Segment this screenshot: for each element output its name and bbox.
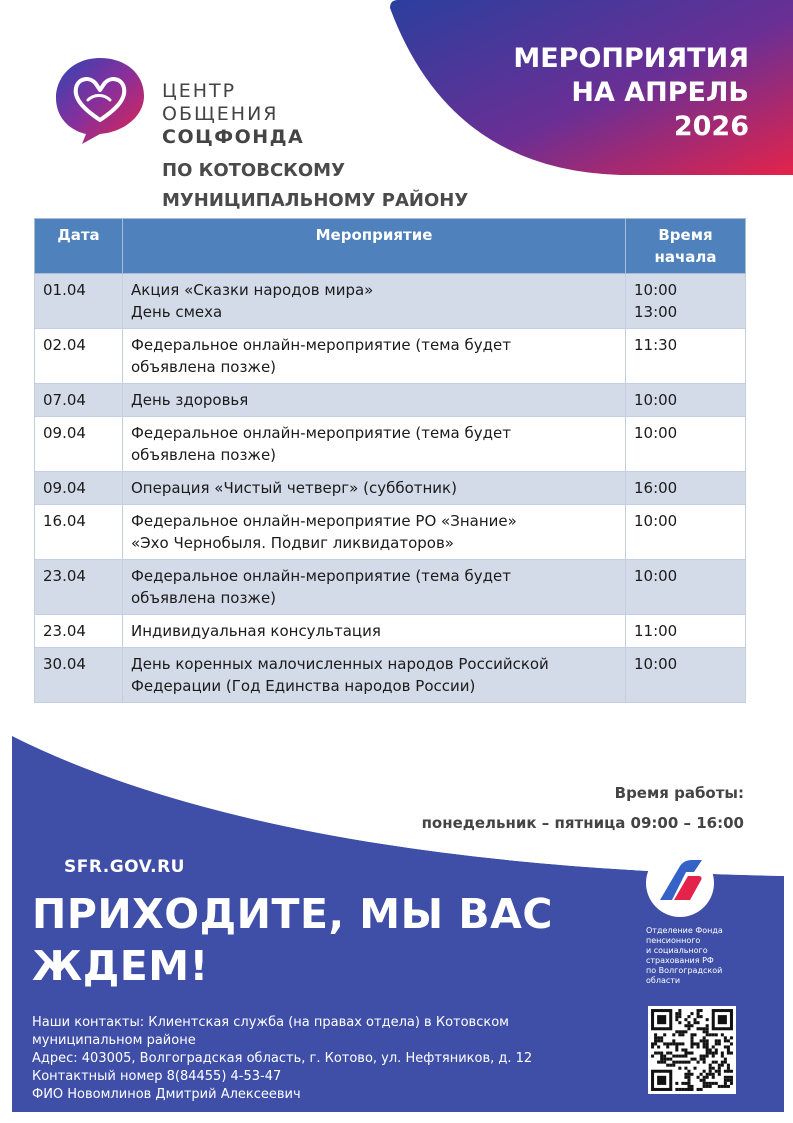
slogan-line: ЖДЕМ! (32, 942, 209, 990)
row-date: 02.04 (35, 329, 123, 384)
row-date: 01.04 (35, 274, 123, 329)
table-row (35, 417, 746, 472)
slogan (32, 888, 612, 992)
row-event (123, 615, 626, 648)
events-table (34, 218, 746, 703)
time-line: 13:00 (634, 303, 678, 321)
row-event (123, 274, 626, 329)
row-event (123, 648, 626, 703)
event-line: Федеральное онлайн-мероприятие (тема будет (131, 336, 511, 354)
sfr-caption-line: Отделение Фонда (646, 926, 723, 935)
row-time (626, 560, 746, 615)
row-date: 07.04 (35, 384, 123, 417)
sfr-logo-icon (640, 848, 720, 918)
row-date: 16.04 (35, 505, 123, 560)
table-row (35, 472, 746, 505)
row-event (123, 417, 626, 472)
table-row (35, 648, 746, 703)
row-date: 09.04 (35, 417, 123, 472)
sfr-caption-line: пенсионного (646, 936, 701, 945)
title-line: 2026 (673, 111, 749, 142)
qr-code-icon[interactable] (648, 1006, 736, 1094)
time-line: 10:00 (634, 391, 678, 409)
row-time (626, 648, 746, 703)
region-line: ПО КОТОВСКОМУ (162, 160, 345, 181)
event-line: объявлена позже) (131, 358, 277, 376)
event-line: «Эхо Чернобыля. Подвиг ликвидаторов» (131, 534, 454, 552)
row-date: 09.04 (35, 472, 123, 505)
footer-panel (12, 736, 784, 1112)
row-time (626, 384, 746, 417)
table-body (35, 274, 746, 703)
table-row (35, 615, 746, 648)
table-row (35, 505, 746, 560)
row-event (123, 384, 626, 417)
header-event: Мероприятие (123, 219, 626, 274)
event-line: Акция «Сказки народов мира» (131, 281, 374, 299)
table-row (35, 560, 746, 615)
row-time (626, 472, 746, 505)
time-line: 11:30 (634, 336, 678, 354)
row-event (123, 329, 626, 384)
time-line: 10:00 (634, 424, 678, 442)
event-line: Федеральное онлайн-мероприятие РО «Знание» (131, 512, 517, 530)
row-time (626, 615, 746, 648)
header-time-line: Время (658, 226, 713, 244)
row-event (123, 472, 626, 505)
contact-line: ФИО Новомлинов Дмитрий Алексеевич (32, 1087, 301, 1102)
time-line: 11:00 (634, 622, 678, 640)
work-hours-label: Время работы: (614, 784, 744, 802)
header-time (626, 219, 746, 274)
sfr-caption-line: и социального (646, 946, 708, 955)
header-date: Дата (35, 219, 123, 274)
region-line: МУНИЦИПАЛЬНОМУ РАЙОНУ (162, 190, 469, 211)
event-line: Индивидуальная консультация (131, 622, 381, 640)
time-line: 16:00 (634, 479, 678, 497)
org-line: СОЦФОНДА (162, 126, 305, 148)
sfr-caption (646, 926, 746, 986)
contact-line: Адрес: 403005, Волгоградская область, г. Котово, ул. Нефтяников, д. 12 (32, 1051, 533, 1066)
sfr-caption-line: области (646, 976, 681, 985)
event-line: День здоровья (131, 391, 249, 409)
time-line: 10:00 (634, 655, 678, 673)
time-line: 10:00 (634, 512, 678, 530)
event-line: Федерации (Год Единства народов России) (131, 677, 476, 695)
event-line: объявлена позже) (131, 446, 277, 464)
header-time-line: начала (654, 248, 717, 266)
row-time (626, 417, 746, 472)
row-event (123, 560, 626, 615)
slogan-line: ПРИХОДИТЕ, МЫ ВАС (32, 890, 553, 938)
row-time (626, 505, 746, 560)
table-row (35, 329, 746, 384)
sfr-caption-line: по Волгоградской (646, 966, 723, 975)
time-line: 10:00 (634, 281, 678, 299)
title-line: НА АПРЕЛЬ (571, 77, 749, 108)
title-line: МЕРОПРИЯТИЯ (513, 43, 749, 74)
contact-line: Контактный номер 8(84455) 4-53-47 (32, 1069, 282, 1084)
contact-line: муниципальном районе (32, 1033, 196, 1048)
event-line: День коренных малочисленных народов Российской (131, 655, 549, 673)
event-line: объявлена позже) (131, 589, 277, 607)
event-line: День смеха (131, 303, 223, 321)
time-line: 10:00 (634, 567, 678, 585)
website-link[interactable]: SFR.GOV.RU (64, 857, 185, 877)
table-row (35, 384, 746, 417)
row-event (123, 505, 626, 560)
heart-speech-bubble-icon (52, 54, 148, 146)
table-header-row (35, 219, 746, 274)
row-date: 23.04 (35, 560, 123, 615)
table-row (35, 274, 746, 329)
page-title (449, 42, 749, 144)
row-date: 23.04 (35, 615, 123, 648)
event-line: Федеральное онлайн-мероприятие (тема будет (131, 424, 511, 442)
header-banner (390, 0, 793, 175)
event-line: Операция «Чистый четверг» (субботник) (131, 479, 457, 497)
sfr-caption-line: страхования РФ (646, 956, 714, 965)
org-name (162, 80, 304, 149)
org-line: ЦЕНТР (162, 80, 237, 102)
work-hours-value: понедельник – пятница 09:00 – 16:00 (421, 814, 744, 832)
row-time (626, 329, 746, 384)
org-line: ОБЩЕНИЯ (162, 103, 279, 125)
contacts (32, 1014, 592, 1104)
contact-line: Наши контакты: Клиентская служба (на правах отдела) в Котовском (32, 1015, 509, 1030)
event-line: Федеральное онлайн-мероприятие (тема будет (131, 567, 511, 585)
row-time (626, 274, 746, 329)
region-name (162, 156, 468, 216)
row-date: 30.04 (35, 648, 123, 703)
